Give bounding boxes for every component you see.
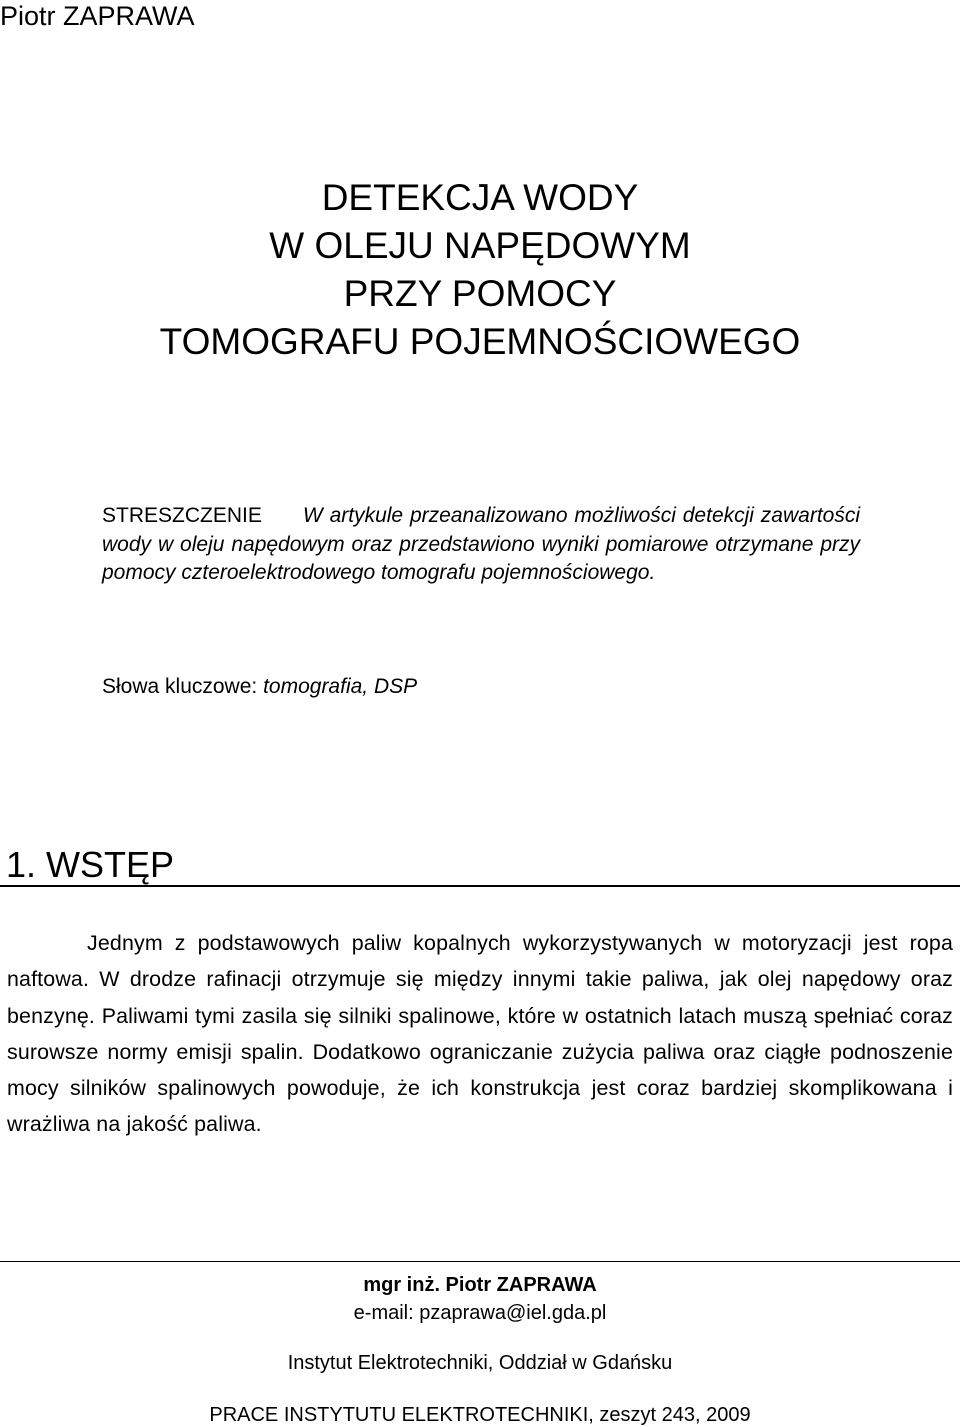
- title-line: DETEKCJA WODY: [321, 177, 639, 218]
- keywords-label: Słowa kluczowe:: [102, 675, 258, 698]
- keywords-value: tomografia, DSP: [263, 675, 418, 698]
- title-line: TOMOGRAFU POJEMNOŚCIOWEGO: [159, 321, 801, 362]
- paper-title: [0, 174, 960, 366]
- abstract-text: W artykule przeanalizowano możliwości detekcji zawartości wody w oleju napędowym oraz przedstawiono wyniki pomiarowe otrzymane przy pomocy czteroelektrodowego tomografu pojemnościowego.: [102, 504, 860, 585]
- footer-journal: PRACE INSTYTUTU ELEKTROTECHNIKI, zeszyt 243, 2009: [209, 1404, 751, 1426]
- section-heading: 1. WSTĘP: [6, 844, 175, 885]
- footer-author: mgr inż. Piotr ZAPRAWA: [363, 1274, 597, 1296]
- abstract-label: STRESZCZENIE: [102, 504, 262, 527]
- title-line: PRZY POMOCY: [343, 273, 617, 314]
- footer-email: e-mail: pzaprawa@iel.gda.pl: [353, 1302, 607, 1324]
- section-divider: [0, 885, 960, 887]
- title-line: W OLEJU NAPĘDOWYM: [269, 225, 691, 266]
- keywords: [102, 673, 417, 701]
- footer-divider: [0, 1261, 960, 1262]
- running-header-author: Piotr ZAPRAWA: [0, 1, 195, 31]
- footer-institution: Instytut Elektrotechniki, Oddział w Gdańsku: [287, 1352, 673, 1374]
- body-paragraph: Jednym z podstawowych paliw kopalnych wykorzystywanych w motoryzacji jest ropa naftowa. W drodze rafinacji otrzymuje się między innymi takie paliwa, jak olej napędowy oraz benzynę. Paliwami tymi zasila się silniki spalinowe, które w ostatnich latach muszą spełniać coraz surowsze normy emisji spalin. Dodatkowo ograniczanie zużycia paliwa oraz ciągłe podnoszenie mocy silników spalinowych powoduje, że ich konstrukcja jest coraz bardziej skomplikowana i wrażliwa na jakość paliwa.: [7, 931, 953, 1137]
- abstract: [102, 502, 860, 588]
- section-body: [7, 925, 953, 1143]
